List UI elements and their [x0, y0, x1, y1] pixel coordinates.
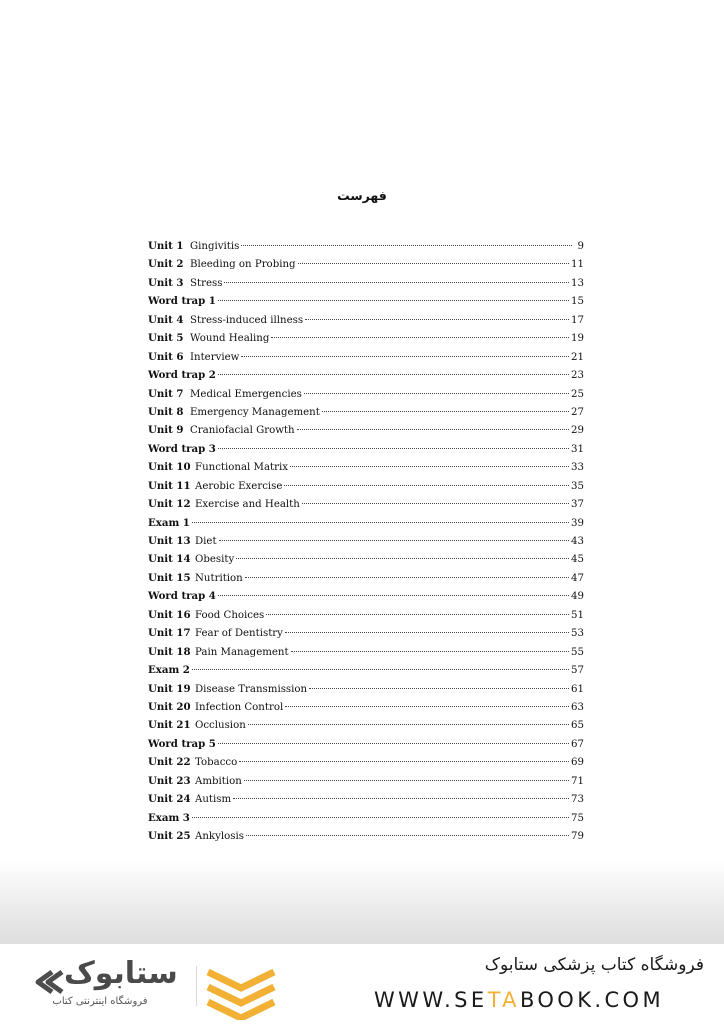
- toc-dot-leader: [236, 558, 569, 559]
- toc-entry-label: Unit 7: [148, 387, 184, 400]
- toc-dot-leader: [248, 724, 569, 725]
- toc-entry-label: Word trap 3: [148, 442, 216, 455]
- toc-entry-label: Unit 12: [148, 498, 191, 511]
- toc-entry[interactable]: [148, 424, 584, 442]
- toc-entry-label: Unit 13: [148, 535, 191, 547]
- toc-entry[interactable]: [148, 738, 584, 756]
- toc-entry-label: Exam 3: [148, 811, 190, 824]
- toc-entry-name: Diet: [195, 536, 217, 547]
- toc-entry-label: Unit 16: [148, 608, 191, 621]
- toc-entry[interactable]: [148, 535, 584, 553]
- toc-dot-leader: [218, 595, 569, 596]
- toc-entry-page: 35: [571, 480, 584, 492]
- toc-entry-page: 17: [571, 314, 584, 326]
- toc-entry[interactable]: [148, 240, 584, 258]
- toc-dot-leader: [241, 356, 569, 357]
- toc-entry-page: 31: [571, 443, 584, 455]
- toc-dot-leader: [309, 688, 569, 689]
- page-title: فهرست: [337, 188, 387, 203]
- toc-dot-leader: [192, 669, 569, 670]
- toc-entry-page: 67: [571, 738, 584, 750]
- toc-dot-leader: [285, 632, 569, 633]
- page-shadow: [0, 860, 724, 944]
- toc-entry[interactable]: [148, 553, 584, 571]
- toc-entry[interactable]: [148, 812, 584, 830]
- toc-entry-label: Unit 25: [148, 830, 191, 842]
- shop-url[interactable]: [374, 988, 710, 1012]
- toc-entry-label: Unit 5: [148, 332, 184, 345]
- toc-entry-name: Food Choices: [195, 609, 265, 621]
- toc-entry[interactable]: [148, 406, 584, 424]
- toc-entry[interactable]: [148, 295, 584, 313]
- shop-name: فروشگاه کتاب پزشکی ستابوک: [484, 955, 704, 975]
- toc-entry-name: Autism: [195, 794, 232, 806]
- toc-entry-label: Unit 6: [148, 350, 184, 363]
- toc-entry[interactable]: [148, 388, 584, 406]
- toc-entry[interactable]: [148, 369, 584, 387]
- toc-entry-name: Tobacco: [195, 757, 238, 769]
- toc-entry-name: Medical Emergencies: [190, 388, 302, 400]
- toc-entry-label: Word trap 4: [148, 590, 216, 603]
- toc-entry-page: 61: [571, 683, 584, 695]
- toc-dot-leader: [322, 411, 569, 412]
- toc-dot-leader: [284, 485, 569, 486]
- toc-dot-leader: [192, 522, 569, 523]
- toc-entry-label: Unit 21: [148, 719, 191, 732]
- toc-entry[interactable]: [148, 572, 584, 590]
- toc-entry-name: Wound Healing: [190, 333, 270, 345]
- toc-dot-leader: [224, 282, 569, 283]
- toc-entry-page: 25: [571, 388, 584, 400]
- toc-entry-page: 15: [571, 296, 584, 308]
- toc-dot-leader: [219, 540, 569, 541]
- toc-dot-leader: [245, 577, 569, 578]
- toc-entry-page: 23: [571, 370, 584, 382]
- toc-entry-page: 11: [571, 259, 584, 271]
- toc-entry-name: Occlusion: [195, 720, 246, 732]
- toc-entry-page: 73: [571, 794, 584, 806]
- toc-dot-leader: [233, 798, 569, 799]
- toc-entry[interactable]: [148, 830, 584, 848]
- footer-divider: [196, 966, 197, 1006]
- toc-entry-page: 71: [571, 775, 584, 787]
- toc-dot-leader: [218, 300, 569, 301]
- toc-entry-page: 37: [571, 499, 584, 511]
- toc-entry-name: Fear of Dentistry: [195, 628, 283, 640]
- toc-entry-label: Word trap 5: [148, 737, 216, 750]
- toc-entry-name: Pain Management: [195, 646, 289, 658]
- toc-entry[interactable]: [148, 498, 584, 516]
- toc-entry-page: 57: [571, 665, 584, 677]
- toc-entry-label: Unit 11: [148, 479, 191, 492]
- toc-entry-page: 19: [571, 333, 584, 345]
- toc-entry[interactable]: [148, 314, 584, 332]
- toc-dot-leader: [244, 780, 569, 781]
- toc-entry-label: Unit 3: [148, 276, 184, 289]
- toc-entry-page: 39: [571, 517, 584, 529]
- toc-dot-leader: [266, 614, 569, 615]
- toc-entry-page: 33: [571, 462, 584, 474]
- toc-dot-leader: [302, 503, 569, 504]
- toc-entry-page: 13: [571, 277, 584, 289]
- toc-entry-name: Stress: [190, 277, 223, 289]
- toc-entry-label: Exam 1: [148, 516, 190, 529]
- toc-dot-leader: [218, 448, 569, 449]
- logo-caption: فروشگاه اینترنتی کتاب: [52, 996, 148, 1007]
- toc-entry-page: 9: [577, 241, 584, 252]
- toc-entry-page: 47: [571, 572, 584, 584]
- toc-dot-leader: [241, 245, 572, 246]
- url-part-1: WWW.SE: [374, 988, 488, 1012]
- toc-entry-name: Infection Control: [195, 701, 284, 713]
- toc-entry-name: Exercise and Health: [195, 499, 300, 511]
- toc-entry[interactable]: [148, 793, 584, 811]
- url-part-3: BOOK.COM: [519, 988, 664, 1012]
- toc-entry[interactable]: [148, 719, 584, 737]
- toc-entry-name: Ambition: [195, 775, 242, 787]
- toc-entry[interactable]: [148, 646, 584, 664]
- toc-entry-label: Unit 4: [148, 313, 184, 326]
- toc-entry[interactable]: [148, 351, 584, 369]
- toc-dot-leader: [297, 429, 569, 430]
- toc-entry[interactable]: [148, 627, 584, 645]
- toc-entry-page: 65: [571, 720, 584, 732]
- toc-entry-page: 63: [571, 701, 584, 713]
- toc-entry-name: Functional Matrix: [195, 462, 288, 474]
- toc-entry-label: Unit 19: [148, 682, 191, 695]
- toc-entry-label: Unit 24: [148, 793, 191, 806]
- toc-dot-leader: [304, 393, 569, 394]
- toc-entry-page: 45: [571, 554, 584, 566]
- toc-entry-label: Unit 17: [148, 627, 191, 640]
- toc-entry-name: Stress-induced illness: [190, 314, 304, 326]
- toc-entry[interactable]: [148, 683, 584, 701]
- toc-entry-label: Unit 8: [148, 405, 184, 418]
- toc-entry-page: 27: [571, 406, 584, 418]
- toc-entry[interactable]: [148, 701, 584, 719]
- toc-entry[interactable]: [148, 258, 584, 276]
- toc-entry-page: 75: [571, 812, 584, 824]
- toc-entry[interactable]: [148, 756, 584, 774]
- toc-entry[interactable]: [148, 277, 584, 295]
- toc-dot-leader: [290, 466, 569, 467]
- toc-entry-page: 49: [571, 591, 584, 603]
- toc-entry-name: Nutrition: [195, 572, 243, 584]
- toc-entry-name: Aerobic Exercise: [195, 480, 283, 492]
- toc-entry-label: Unit 20: [148, 700, 191, 713]
- toc-entry[interactable]: [148, 443, 584, 461]
- toc-dot-leader: [298, 263, 569, 264]
- url-part-2: TA: [487, 988, 520, 1012]
- toc-dot-leader: [271, 337, 569, 338]
- toc-entry-label: Unit 22: [148, 756, 191, 769]
- toc-entry-page: 53: [571, 628, 584, 640]
- toc-entry[interactable]: [148, 332, 584, 350]
- toc-entry[interactable]: [148, 775, 584, 793]
- toc-entry[interactable]: [148, 609, 584, 627]
- toc-entry-name: Ankylosis: [195, 831, 244, 842]
- toc-entry-name: Interview: [190, 351, 240, 363]
- toc-entry-label: Unit 10: [148, 461, 191, 474]
- toc-entry-name: Emergency Management: [190, 406, 320, 418]
- toc-dot-leader: [218, 743, 569, 744]
- toc-dot-leader: [291, 651, 569, 652]
- toc-entry-label: Unit 2: [148, 258, 184, 271]
- toc-entry[interactable]: [148, 590, 584, 608]
- toc-entry-page: 29: [571, 425, 584, 437]
- toc-entry-name: Craniofacial Growth: [190, 425, 295, 437]
- toc-dot-leader: [246, 835, 569, 836]
- toc-entry[interactable]: [148, 517, 584, 535]
- toc-entry-page: 69: [571, 757, 584, 769]
- toc-entry[interactable]: [148, 480, 584, 498]
- toc-dot-leader: [305, 319, 569, 320]
- toc-dot-leader: [218, 374, 569, 375]
- toc-entry-page: 79: [571, 831, 584, 842]
- table-of-contents: [148, 240, 584, 848]
- toc-entry-name: Disease Transmission: [195, 683, 308, 695]
- toc-entry-page: 43: [571, 536, 584, 547]
- logo-wordmark: ستابوک: [64, 956, 178, 991]
- toc-entry-label: Unit 9: [148, 424, 184, 437]
- toc-entry-label: Unit 18: [148, 645, 191, 658]
- toc-entry-page: 21: [571, 351, 584, 363]
- toc-dot-leader: [239, 761, 569, 762]
- toc-entry[interactable]: [148, 461, 584, 479]
- toc-dot-leader: [192, 817, 569, 818]
- toc-entry[interactable]: [148, 664, 584, 682]
- toc-entry-label: Word trap 1: [148, 295, 216, 308]
- toc-entry-name: Obesity: [195, 554, 235, 566]
- toc-entry-label: Exam 2: [148, 664, 190, 677]
- toc-entry-label: Word trap 2: [148, 369, 216, 382]
- toc-entry-page: 55: [571, 646, 584, 658]
- toc-entry-label: Unit 1: [148, 240, 184, 252]
- toc-entry-name: Bleeding on Probing: [190, 259, 296, 271]
- toc-entry-page: 51: [571, 609, 584, 621]
- toc-entry-name: Gingivitis: [190, 241, 240, 252]
- toc-dot-leader: [285, 706, 569, 707]
- toc-entry-label: Unit 14: [148, 553, 191, 566]
- toc-entry-label: Unit 15: [148, 571, 191, 584]
- toc-entry-label: Unit 23: [148, 774, 191, 787]
